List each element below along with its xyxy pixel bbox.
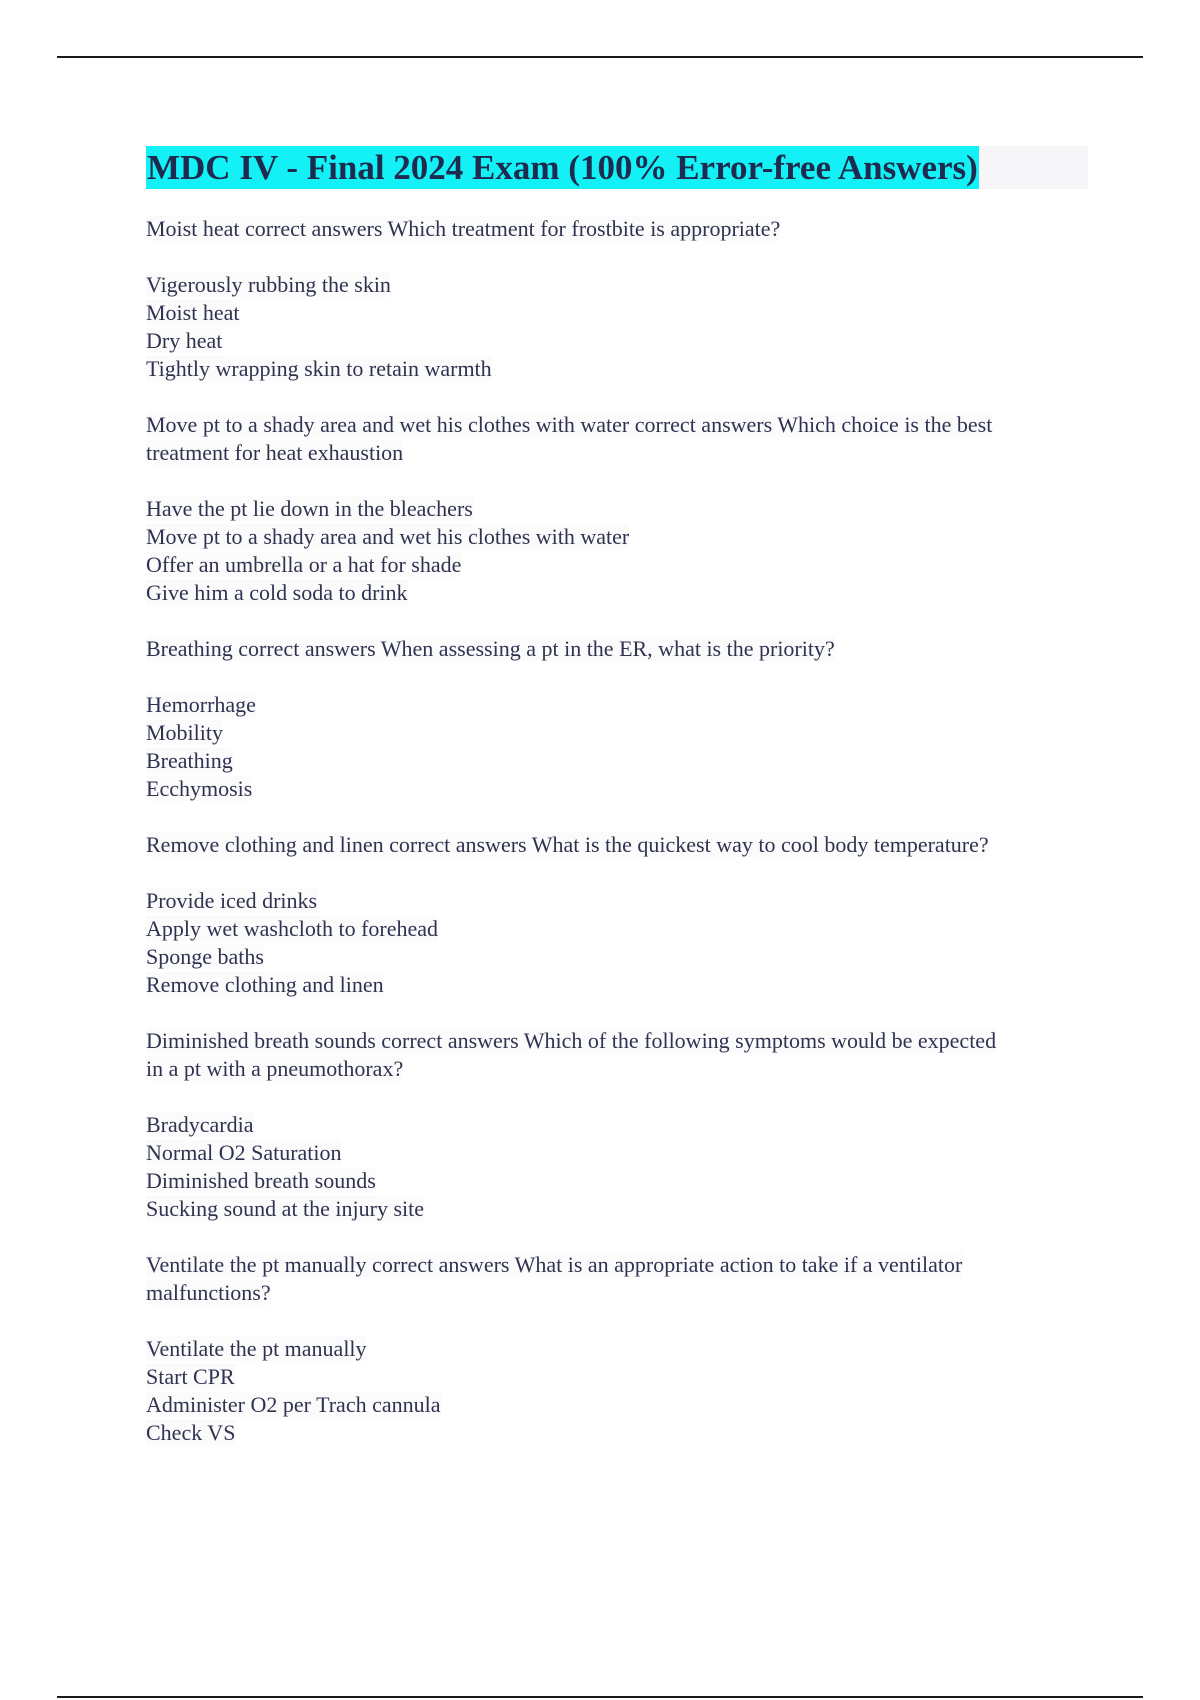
answer-option-text: Breathing [146, 748, 233, 773]
answer-option-text: Give him a cold soda to drink [146, 580, 408, 605]
question-line [146, 1279, 1096, 1307]
answer-options [146, 1335, 1096, 1447]
question-text [146, 1251, 1096, 1307]
answer-option-text: Ecchymosis [146, 776, 253, 801]
question-line [146, 831, 1096, 859]
top-rule [57, 56, 1143, 58]
answer-option-text: Provide iced drinks [146, 888, 318, 913]
question-text [146, 215, 1096, 243]
question-line-text: in a pt with a pneumothorax? [146, 1056, 404, 1081]
question-line-text: treatment for heat exhaustion [146, 440, 404, 465]
answer-options [146, 887, 1096, 999]
answer-option-text: Have the pt lie down in the bleachers [146, 496, 473, 521]
document-title: MDC IV - Final 2024 Exam (100% Error-free Answers) [147, 148, 978, 187]
question-line [146, 439, 1096, 467]
answer-option-text: Moist heat [146, 300, 240, 325]
question-line [146, 1027, 1096, 1055]
question-line [146, 215, 1096, 243]
answer-option [146, 1167, 1096, 1195]
answer-option [146, 1195, 1096, 1223]
answer-option [146, 747, 1096, 775]
answer-option-text: Tightly wrapping skin to retain warmth [146, 356, 492, 381]
question-block [146, 831, 1096, 999]
answer-option [146, 523, 1096, 551]
answer-option [146, 1139, 1096, 1167]
document-body [146, 146, 1096, 1475]
answer-option-text: Check VS [146, 1420, 236, 1445]
question-line-text: Moist heat correct answers Which treatment for frostbite is appropriate? [146, 216, 781, 241]
answer-option [146, 299, 1096, 327]
answer-option [146, 495, 1096, 523]
answer-option [146, 327, 1096, 355]
question-text [146, 635, 1096, 663]
title-bar [146, 146, 1088, 189]
question-block [146, 1027, 1096, 1223]
answer-option-text: Start CPR [146, 1364, 235, 1389]
question-line [146, 635, 1096, 663]
answer-option-text: Hemorrhage [146, 692, 256, 717]
answer-option [146, 1363, 1096, 1391]
answer-option [146, 915, 1096, 943]
answer-option-text: Remove clothing and linen [146, 972, 384, 997]
answer-options [146, 495, 1096, 607]
question-block [146, 635, 1096, 803]
answer-option-text: Bradycardia [146, 1112, 254, 1137]
question-text [146, 411, 1096, 467]
answer-options [146, 691, 1096, 803]
answer-option-text: Diminished breath sounds [146, 1168, 376, 1193]
answer-option [146, 1111, 1096, 1139]
answer-option-text: Dry heat [146, 328, 223, 353]
answer-option-text: Apply wet washcloth to forehead [146, 916, 439, 941]
answer-option-text: Sucking sound at the injury site [146, 1196, 425, 1221]
answer-option [146, 551, 1096, 579]
question-text [146, 1027, 1096, 1083]
question-line-text: Diminished breath sounds correct answers Which of the following symptoms would be expected [146, 1028, 997, 1053]
question-line-text: Remove clothing and linen correct answers What is the quickest way to cool body temperature? [146, 832, 989, 857]
question-list [146, 215, 1096, 1447]
answer-option-text: Mobility [146, 720, 224, 745]
answer-option [146, 1335, 1096, 1363]
answer-option-text: Offer an umbrella or a hat for shade [146, 552, 462, 577]
question-line-text: Ventilate the pt manually correct answers What is an appropriate action to take if a ventilator [146, 1252, 963, 1277]
answer-options [146, 271, 1096, 383]
answer-option [146, 1419, 1096, 1447]
question-line-text: Breathing correct answers When assessing a pt in the ER, what is the priority? [146, 636, 835, 661]
answer-option [146, 271, 1096, 299]
answer-option [146, 579, 1096, 607]
question-line [146, 1251, 1096, 1279]
answer-option-text: Sponge baths [146, 944, 264, 969]
answer-option [146, 943, 1096, 971]
answer-option [146, 1391, 1096, 1419]
question-line [146, 411, 1096, 439]
question-text [146, 831, 1096, 859]
question-block [146, 411, 1096, 607]
answer-option [146, 719, 1096, 747]
answer-options [146, 1111, 1096, 1223]
answer-option [146, 971, 1096, 999]
answer-option [146, 887, 1096, 915]
question-block [146, 215, 1096, 383]
answer-option-text: Ventilate the pt manually [146, 1336, 367, 1361]
answer-option-text: Vigerously rubbing the skin [146, 272, 391, 297]
answer-option-text: Normal O2 Saturation [146, 1140, 342, 1165]
answer-option [146, 775, 1096, 803]
question-line-text: malfunctions? [146, 1280, 271, 1305]
answer-option [146, 691, 1096, 719]
question-line-text: Move pt to a shady area and wet his clothes with water correct answers Which choice is the best [146, 412, 993, 437]
question-block [146, 1251, 1096, 1447]
answer-option-text: Administer O2 per Trach cannula [146, 1392, 441, 1417]
answer-option [146, 355, 1096, 383]
question-line [146, 1055, 1096, 1083]
answer-option-text: Move pt to a shady area and wet his clothes with water [146, 524, 630, 549]
bottom-rule [57, 1696, 1143, 1698]
